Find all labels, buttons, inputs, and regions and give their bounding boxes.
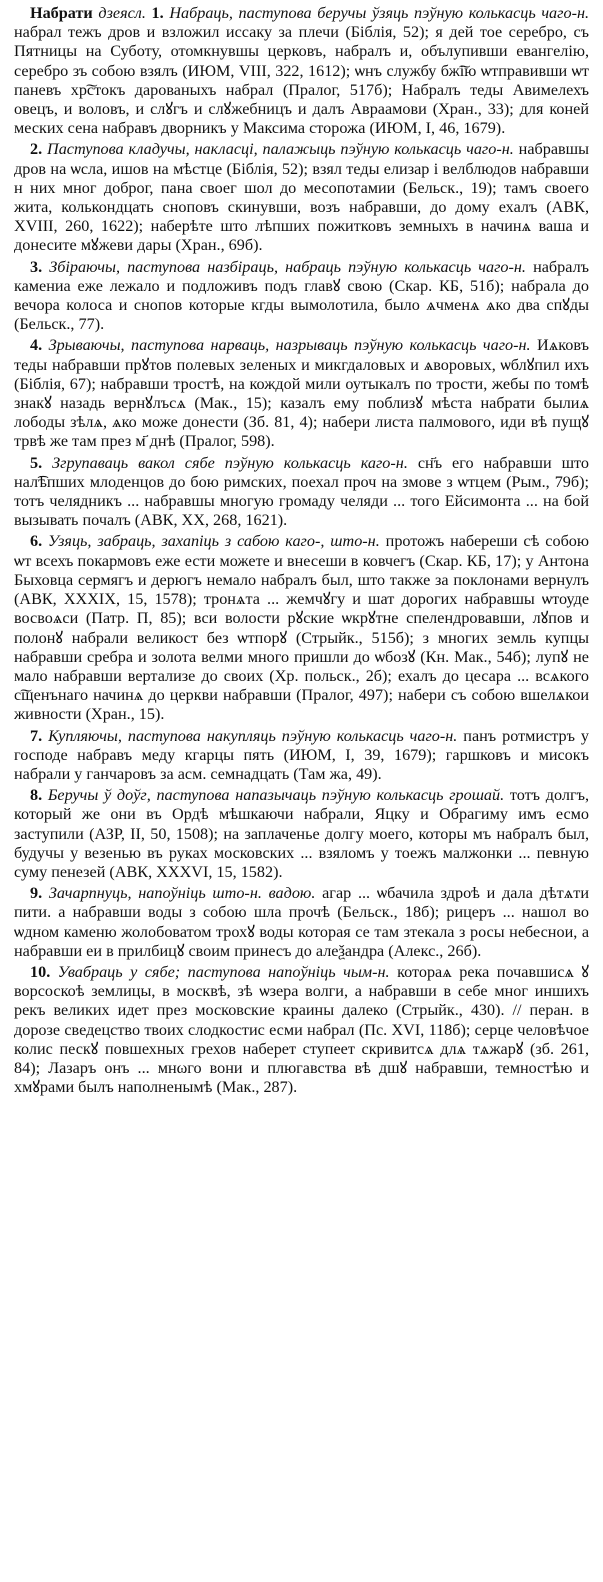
sense-gloss: Увабраць у сябе; паступова напоўніць чым-н. — [57, 962, 390, 981]
sense-gloss: Зрываючы, паступова нарваць, назрываць пэўную колькасць чаго-н. — [48, 336, 531, 355]
sense-paragraph — [14, 532, 589, 724]
sense-citations: котораѧ река почавшисѧ ꙋ ворсоскоѣ землицы, в москвѣ, зѣ ѡзера волги, а набравши в себе мног иншихъ рекъ великих идет през московские краины далеко (Стрыйк., 430). // перан. в дорозе сведецство твоих слодкостис есми набрал (Пс. XVI, 118б); серце человѣчое колис пескꙋ повшехных грехов наберет ступеет скривитсѧ длѧ тѧжарꙋ (зб. 261, 84); Лазаръ онъ ... мнωго вони и плюгавства вѣ дшꙋ набравши, темностѣю и хмꙋрами былъ наполненымѣ (Мак., 287). — [14, 962, 590, 1097]
headword: Набрати — [30, 4, 93, 22]
sense-gloss: Купляючы, паступова накупляць пэўную колькасць чаго-н. — [48, 726, 458, 745]
sense-citations: набравшы дров на ѡсла, ишов на мѣстце (Біблія, 52); взял теды елизар і велблюдов набравши н них мног доброг, пана своег шол до месопотамии (Бельск., 19); тамъ своего жита, колькондцать сноповъ скинувши, возъ набравши, до дому ехалъ (АВК, XVIII, 260, 1622); наберѣте што лѣпших пожитковъ земныхъ в начинѧ ваша и донесите мꙋжеви дары (Хран., 69б). — [14, 140, 590, 255]
sense-citations: набрал тежъ дров и взложил иссаку за плечи (Біблія, 52); я дей тое серебро, съ Пятницы на Суботу, отомкнувшы церковъ, набралъ и, обълупивши евангелію, серебро зъ собою взялъ (ИЮМ, VIII, 322, 1612); ѡнъ службу бж͠ію ѡтправивши ѡт паневъ хр͠стокъ дарованыхъ набрал (Пралог, 517б); Набралъ теды Авимелехъ овецъ, и воловъ, и слꙋгъ и слꙋжебницъ и далъ Авраамови (Хран., 33); для коней меских сена набравъ дворникъ у Максима сторожа (ИЮМ, I, 46, 1679). — [14, 23, 589, 138]
sense-gloss: Беручы ў доўг, паступова напазычаць пэўную колькасць грошай. — [47, 786, 505, 805]
sense-gloss: Узяць, забраць, захапіць з сабою каго-, што-н. — [48, 532, 380, 551]
grammar-label: дзеясл. — [98, 4, 146, 22]
sense-citations: тотъ долгъ, который же они въ Ордѣ мѣшкаючи набрали, Яцку и Обрагиму имъ есмо заступили (АЗР, II, 50, 1508); на заплаченье долгу моего, которы мъ набралъ был, будучы у везенью въ руках московских ... взяломъ у тоежъ малжонки ... певную суму пенезей (АВК, XXXVI, 15, 1582). — [14, 786, 589, 881]
sense-paragraph — [14, 454, 589, 531]
sense-paragraph — [14, 727, 589, 785]
sense-paragraph — [14, 786, 589, 882]
sense-citations: сн҃ъ его набравши што нал͡ѣпших млоденцов до бою римских, поехал проч на змове з ѡтцем (Рым., 79б); тотъ челядникъ ... набравшы многую громаду челяди ... того Ейсимонта ... на бой вызывать почалъ (АВК, XX, 268, 1621). — [14, 453, 590, 530]
sense-paragraph — [14, 336, 589, 451]
sense-citations: панъ ротмистръ у господе набравъ меду кгарцы пять (ИЮМ, I, 39, 1679); гаршковъ и мисокъ набрали у ганчаровъ за асм. семнадцать (Там жа, 49). — [14, 726, 590, 783]
sense-paragraph — [14, 140, 589, 255]
dictionary-entry — [14, 4, 589, 138]
sense-paragraph — [14, 884, 589, 961]
sense-number: 8. — [30, 786, 43, 805]
sense-number: 1. — [151, 4, 164, 22]
sense-citations: агар ... ѡбачила здроѣ и дала дѣтѧти пити. а набравши воды з собою шла прочѣ (Бельск., 18б); рицеръ ... нашол во ѡдном каменю жолобоватом трохꙋ воды которая се там зтекала з росы небеснои, а набравши еи в прилбицꙋ своим принесъ до алеѯандра (Алекс., 26б). — [14, 884, 590, 960]
sense-number: 7. — [30, 726, 43, 745]
sense-paragraph — [14, 963, 589, 1097]
sense-gloss: Збіраючы, паступова назбіраць, набраць пэўную колькасць чаго-н. — [49, 257, 526, 276]
sense-citations: Иѧковъ теды набравши прꙋтов полевых зеленых и микгдаловых и ѧворовых, ѡблꙋпил ихъ (Біблія, 67); набравши тростѣ, на кождой мили оутыкалъ по трости, жебы по томѣ знакꙋ назадь вернꙋлъсѧ (Мак., 15); казалъ ему поблизꙋ мѣста набрати былиѧ лободы зѣлѧ, ѧко може донести (Зб. 81, 4); набери листа палмового, иди вѣ пущꙋ трвѣ же там през м҃ днѣ (Пралог, 598). — [14, 336, 590, 451]
sense-gloss: Паступова кладучы, накласці, палажыць пэўную колькасць чаго-н. — [47, 140, 514, 159]
sense-number: 10. — [30, 962, 51, 981]
sense-citations: протожъ набереши сѣ собою ѡт всехъ покармовъ еже ести можете и внесеши в ковчегъ (Скар. КБ, 17); у Антона Быховца сермягъ и дерюгъ немало набралъ был, што также за поклонами вернулъ (АВК, XXXIX, 15, 1578); тронѧта ... жемчꙋгу и шат дорогих набравшы ѡтоуде восвоѧси (Патр. П, 85); вси волости рꙋские ѡкрꙋтне спелендровавши, лꙋпов и полонꙋ набрали великост без ѡтпорꙋ (Стрыйк., 515б); з многих земль купцы набравши сребра и золота велми много пришли до ѡбозꙋ (Кн. Мак., 54б); лупꙋ не мало набравши вертализе до своих (Хр. польск., 2б); ехалъ до цесара ... всѧкого с͠щенънаго начинѧ до церкви набравши (Пралог, 497); набери съ собою вшелѧкои живности (Хран., 15). — [14, 532, 589, 724]
sense-number: 4. — [30, 336, 43, 355]
sense-number: 5. — [30, 453, 43, 472]
sense-number: 3. — [30, 257, 43, 276]
sense-gloss: Набраць, паступова беручы ўзяць пэўную колькасць чаго-н. — [169, 4, 590, 22]
sense-number: 6. — [30, 532, 43, 551]
sense-citations: набралъ камениа еже лежало и подложивъ подъ главꙋ свою (Скар. КБ, 51б); набрала до вечора колоса и снопов которые кгды вымолотила, было ѧчменѧ ѧко два спꙋды (Бельск., 77). — [14, 257, 590, 334]
sense-number: 9. — [30, 884, 43, 903]
sense-number: 2. — [30, 140, 43, 159]
sense-gloss: Згрупаваць вакол сябе пэўную колькасць каго-н. — [52, 453, 408, 472]
sense-gloss: Зачарпнуць, напоўніць што-н. вадою. — [48, 884, 316, 903]
sense-paragraph — [14, 258, 589, 335]
